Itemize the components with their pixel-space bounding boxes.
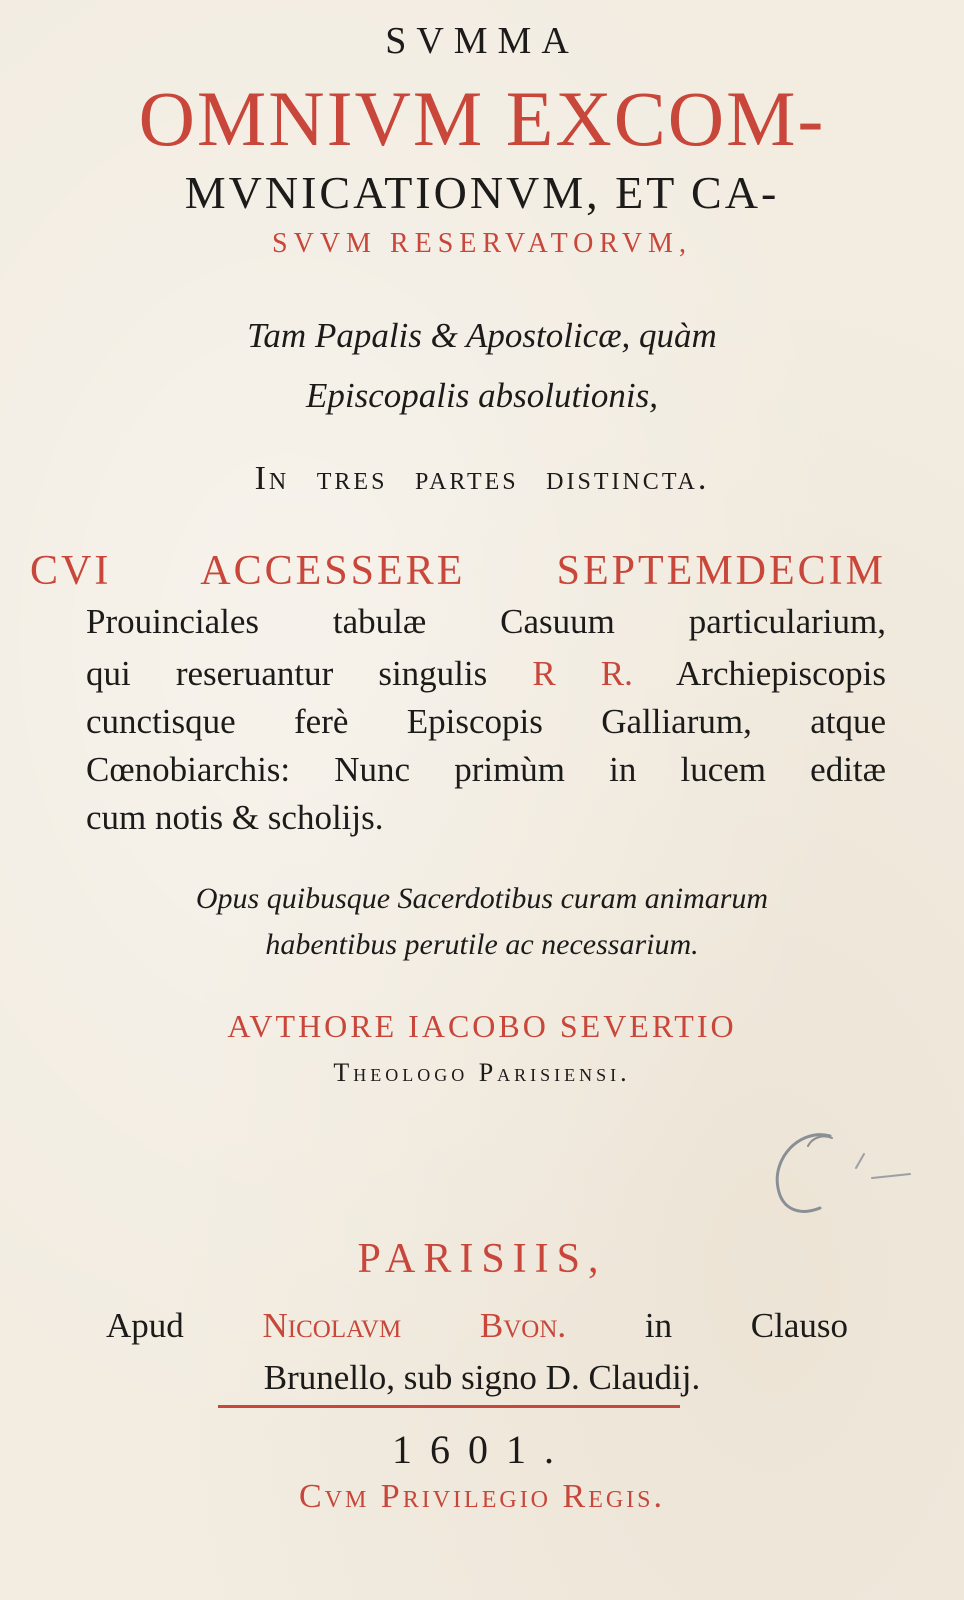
body-line-2 [86, 656, 886, 691]
body-line-2-rr: R R. [532, 654, 633, 693]
title-casuum-reservatorum: SVVM RESERVATORVM, [272, 228, 692, 259]
body-line-3: cunctisque ferè Episcopis Galliarum, atque [86, 702, 886, 741]
note-opus: Opus quibusque Sacerdotibus curam animarum [195, 882, 769, 915]
body-line-2-end: Archiepiscopis [676, 654, 886, 693]
author-line: AVTHORE IACOBO SEVERTIO [227, 1008, 737, 1044]
title-municationum: MVNICATIONVM, ET CA- [184, 167, 780, 218]
title-summa: SVMMA [385, 20, 579, 62]
subtitle-episcopalis: Episcopalis absolutionis, [306, 376, 658, 415]
imprint-in-clauso: in Clauso [644, 1306, 849, 1345]
body-line-5: cum notis & scholijs. [86, 798, 384, 837]
body-line-1: Prouinciales tabulæ Casuum particularium, [86, 602, 886, 641]
body-line-2-start: qui reseruantur singulis [86, 654, 488, 693]
heading-cui-accessere: CVI ACCESSERE SEPTEMDECIM [30, 548, 886, 594]
body-line-4: Cœnobiarchis: Nunc primùm in lucem editæ [86, 750, 886, 789]
imprint-privilege: Cvm Privilegio Regis. [298, 1478, 666, 1515]
author-title: Theologo Parisiensi. [333, 1058, 631, 1087]
imprint-city: PARISIIS, [357, 1236, 607, 1282]
imprint-apud-line [106, 1308, 848, 1343]
imprint-address: Brunello, sub signo D. Claudij. [263, 1358, 701, 1397]
imprint-printer: Nicolavm Bvon. [262, 1306, 567, 1345]
title-omnium-excom: OMNIVM EXCOM- [138, 75, 826, 162]
imprint-apud: Apud [106, 1306, 184, 1345]
pencil-mark-icon [760, 1118, 920, 1228]
divider-rule [218, 1405, 680, 1408]
subtitle-in-tres-partes: In tres partes distincta. [254, 460, 710, 497]
imprint-year: 1601. [392, 1427, 572, 1472]
note-habentibus: habentibus perutile ac necessarium. [265, 928, 699, 961]
subtitle-tam-papalis: Tam Papalis & Apostolicæ, quàm [247, 316, 717, 355]
